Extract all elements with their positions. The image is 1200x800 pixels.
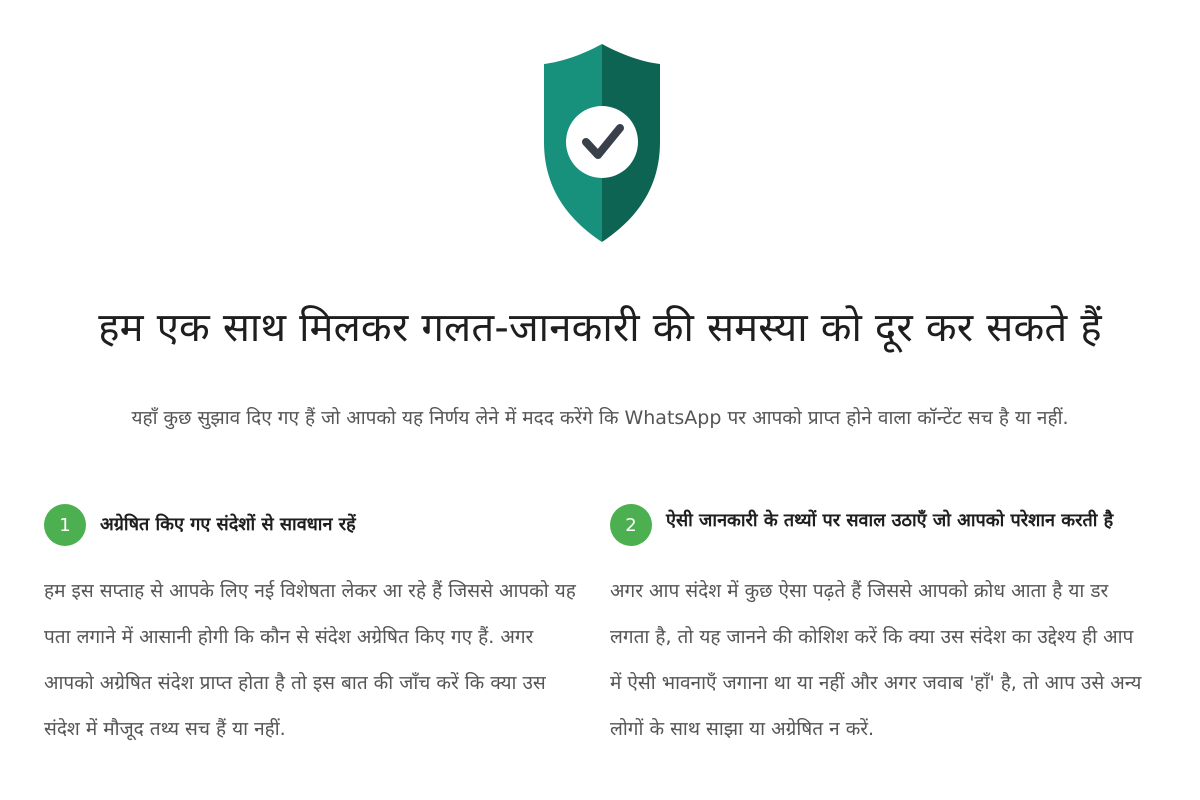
check-circle	[566, 106, 638, 178]
tip-body: हम इस सप्ताह से आपके लिए नई विशेषता लेकर आ रहे हैं जिससे आपको यह पता लगाने में आसानी होगी कि कौन से संदेश अग्रेषित किए गए हैं. अगर आपको अग्रेषित संदेश प्राप्त होता है तो इस बात की जाँच करें कि क्या उस संदेश में मौजूद तथ्य सच हैं या नहीं.	[44, 580, 576, 740]
tip-title: ऐसी जानकारी के तथ्यों पर सवाल उठाएँ जो आपको परेशान करती है	[666, 510, 1114, 531]
shield-check-icon	[542, 42, 662, 244]
tip-number-badge: 1	[44, 504, 86, 546]
tip-title: अग्रेषित किए गए संदेशों से सावधान रहें	[100, 514, 356, 535]
tip-body: अगर आप संदेश में कुछ ऐसा पढ़ते हैं जिससे आपको क्रोध आता है या डर लगता है, तो यह जानने की कोशिश करें कि क्या उस संदेश का उद्देश्य ही आप में ऐसी भावनाएँ जगाना था या नहीं और अगर जवाब 'हाँ' है, तो आप उसे अन्य लोगों के साथ साझा या अग्रेषित न करें.	[610, 580, 1142, 740]
page-headline: हम एक साथ मिलकर गलत-जानकारी की समस्या को दूर कर सकते हैं	[98, 305, 1102, 351]
page-subtitle: यहाँ कुछ सुझाव दिए गए हैं जो आपको यह निर्णय लेने में मदद करेंगे कि WhatsApp पर आपको प्राप्त होने वाला कॉन्टेंट सच है या नहीं.	[131, 407, 1069, 429]
tip-number-badge: 2	[610, 504, 652, 546]
